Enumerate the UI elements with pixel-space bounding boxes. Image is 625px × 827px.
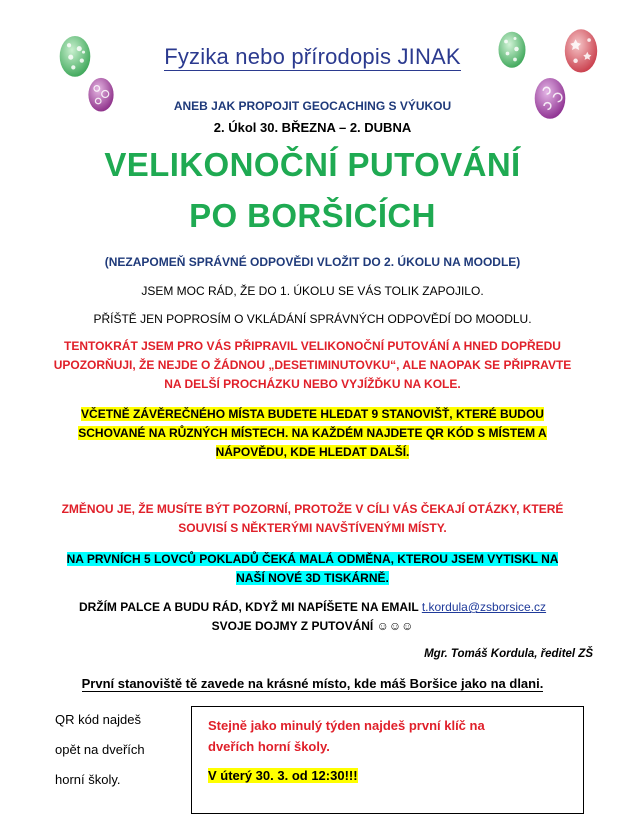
next-time-line: PŘÍŠTĚ JEN POPROSÍM O VKLÁDÁNÍ SPRÁVNÝCH ODPOVĚDÍ DO MOODLU. bbox=[93, 312, 532, 326]
headline-line-1: VELIKONOČNÍ PUTOVÁNÍ bbox=[104, 146, 521, 183]
page-title: Fyzika nebo přírodopis JINAK bbox=[164, 44, 461, 69]
thanks-line: JSEM MOC RÁD, ŽE DO 1. ÚKOLU SE VÁS TOLIK ZAPOJILO. bbox=[141, 284, 484, 298]
qr-note-line-2: opět na dveřích bbox=[55, 742, 145, 757]
easter-egg-icon bbox=[533, 75, 567, 120]
reward-line-1: NA PRVNÍCH 5 LOVCŮ POKLADŮ ČEKÁ MALÁ ODMĚNA, KTEROU JSEM VYTISKL NA bbox=[66, 552, 559, 566]
stations-line-1: VČETNĚ ZÁVĚREČNÉHO MÍSTA BUDETE HLEDAT 9 STANOVIŠŤ, KTERÉ BUDOU bbox=[81, 407, 544, 421]
intro-red-line-2: UPOZORŇUJI, ŽE NEJDE O ŽÁDNOU „DESETIMINUTOVKU“, ALE NAOPAK SE PŘIPRAVTE bbox=[53, 358, 572, 372]
reward-line-2: NAŠÍ NOVÉ 3D TISKÁRNĚ. bbox=[236, 571, 389, 585]
moodle-reminder: (NEZAPOMEŇ SPRÁVNÉ ODPOVĚDI VLOŽIT DO 2. ÚKOLU NA MOODLE) bbox=[104, 255, 521, 269]
headline-line-2: PO BORŠICÍCH bbox=[189, 197, 436, 234]
stations-line-3: NÁPOVĚDU, KDE HLEDAT DALŠÍ. bbox=[215, 445, 410, 459]
closing-line-1: DRŽÍM PALCE A BUDU RÁD, KDYŽ MI NAPÍŠETE NA EMAIL t.kordula@zsborsice.cz bbox=[78, 600, 547, 614]
qr-note bbox=[55, 705, 185, 795]
start-date: V úterý 30. 3. od 12:30!!! bbox=[208, 768, 358, 783]
qr-note-line-3: horní školy. bbox=[55, 772, 121, 787]
hint-line-2: dveřích horní školy. bbox=[208, 739, 330, 754]
signature: Mgr. Tomáš Kordula, ředitel ZŠ bbox=[424, 648, 593, 660]
questions-line-1: ZMĚNOU JE, ŽE MUSÍTE BÝT POZORNÍ, PROTOŽE V CÍLI VÁS ČEKAJÍ OTÁZKY, KTERÉ bbox=[61, 502, 564, 516]
subtitle: ANEB JAK PROPOJIT GEOCACHING S VÝUKOU bbox=[173, 99, 452, 113]
qr-note-line-1: QR kód najdeš bbox=[55, 712, 141, 727]
task-dates: 2. Úkol 30. BŘEZNA – 2. DUBNA bbox=[213, 120, 412, 135]
email-link[interactable]: t.kordula@zsborsice.cz bbox=[421, 600, 547, 614]
intro-red-line-3: NA DELŠÍ PROCHÁZKU NEBO VYJÍŽĎKU NA KOLE. bbox=[164, 377, 461, 391]
hint-box bbox=[191, 706, 584, 814]
questions-line-2: SOUVISÍ S NĚKTERÝMI NAVŠTÍVENÝMI MÍSTY. bbox=[178, 521, 447, 535]
closing-line-2: SVOJE DOJMY Z PUTOVÁNÍ ☺☺☺ bbox=[211, 619, 414, 633]
intro-red-line-1: TENTOKRÁT JSEM PRO VÁS PŘIPRAVIL VELIKONOČNÍ PUTOVÁNÍ A HNED DOPŘEDU bbox=[64, 339, 561, 353]
hint-line-1: Stejně jako minulý týden najdeš první klíč na bbox=[208, 718, 485, 733]
stations-line-2: SCHOVANÉ NA RŮZNÝCH MÍSTECH. NA KAŽDÉM NAJDETE QR KÓD S MÍSTEM A bbox=[78, 426, 547, 440]
first-stop-heading: První stanoviště tě zavede na krásné místo, kde máš Boršice jako na dlani. bbox=[81, 676, 544, 691]
